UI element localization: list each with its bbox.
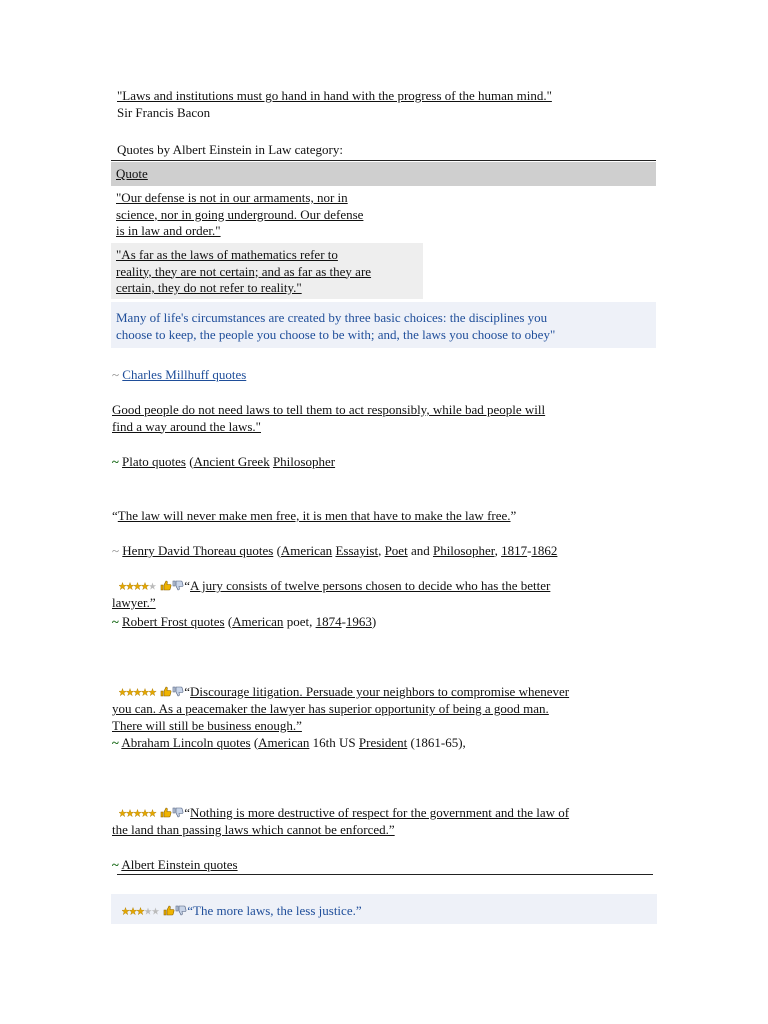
column-header-quote[interactable]: Quote [116, 166, 148, 181]
year-link[interactable]: 1963 [345, 614, 372, 629]
thoreau-quote-text[interactable]: The law will never make men free, it is men that have to make the law free. [117, 508, 511, 523]
thoreau-quote [112, 508, 516, 524]
einstein-quote-line[interactable]: Nothing is more destructive of respect for the government and the law of [190, 805, 570, 820]
thumbs-up-icon[interactable] [160, 579, 172, 596]
tilde: ~ [112, 614, 119, 629]
open-quote: “ [112, 508, 118, 523]
last-quote-text: “The more laws, the less justice.” [187, 903, 362, 918]
plato-attribution [112, 454, 335, 470]
tag-link[interactable]: President [358, 735, 408, 750]
tag-link[interactable]: American [232, 614, 284, 629]
tag-text: poet, [283, 614, 316, 629]
tilde: ~ [112, 735, 119, 750]
thumbs-down-icon[interactable] [172, 685, 184, 702]
last-quote-box [111, 894, 657, 924]
thumbs-up-icon[interactable] [160, 806, 172, 823]
table-cell-line[interactable]: "Our defense is not in our armaments, nor in [116, 190, 348, 205]
tag-link[interactable]: American [280, 543, 333, 558]
tilde: ~ [112, 543, 120, 558]
tilde: ~ [112, 454, 119, 469]
thumbs-down-icon[interactable] [172, 579, 184, 596]
year-link[interactable]: 1874 [315, 614, 342, 629]
einstein-quote: “Nothing is more destructive of respect for the government and the law of the land than passing laws which cannot be enforced.” [112, 805, 570, 838]
plato-quote-line[interactable]: Good people do not need laws to tell them to act responsibly, while bad people will [112, 402, 546, 417]
einstein-table-heading: Quotes by Albert Einstein in Law category: [117, 142, 344, 157]
thumbs-down-icon[interactable] [172, 806, 184, 823]
einstein-attribution [112, 857, 653, 873]
table-cell-line[interactable]: is in law and order." [116, 223, 221, 238]
table-header [111, 162, 656, 186]
table-cell-line[interactable]: reality, they are not certain; and as far as they are [116, 263, 372, 279]
bacon-quote[interactable]: "Laws and institutions must go hand in hand with the progress of the human mind." [117, 88, 552, 103]
author-link-lincoln[interactable]: Abraham Lincoln quotes [121, 735, 251, 750]
frost-attribution: ~ Robert Frost quotes (American poet, 1874-1963) [112, 614, 377, 629]
lincoln-quote-line[interactable]: There will still be business enough.” [112, 717, 302, 733]
thoreau-attribution: ~ Henry David Thoreau quotes (American Essayist, Poet and Philosopher, 1817-1862 [112, 543, 558, 558]
table-cell-line[interactable]: "As far as the laws of mathematics refer to [116, 247, 338, 262]
table-cell-line[interactable]: certain, they do not refer to reality." [116, 280, 302, 295]
rating-stars-icon[interactable] [119, 806, 157, 823]
bacon-author: Sir Francis Bacon [117, 104, 211, 120]
bacon-block [117, 88, 552, 121]
einstein-quote-line[interactable]: the land than passing laws which cannot be enforced.” [112, 822, 395, 838]
lincoln-quote-line[interactable]: you can. As a peacemaker the lawyer has superior opportunity of being a good man. [112, 701, 549, 717]
tilde: ~ [112, 857, 119, 872]
table-row [111, 188, 423, 240]
tag-link[interactable]: Ancient Greek [193, 454, 270, 469]
divider [111, 160, 656, 161]
frost-quote-line[interactable]: A jury consists of twelve persons chosen to decide who has the better [190, 578, 551, 593]
tag-link[interactable]: Philosopher [432, 543, 495, 558]
tag-link[interactable]: American [258, 735, 310, 750]
tag-link[interactable]: Poet [384, 543, 408, 558]
year-link[interactable]: 1862 [531, 543, 558, 558]
tilde: ~ [112, 367, 120, 382]
rating-stars-icon[interactable] [122, 904, 160, 920]
author-link-plato[interactable]: Plato quotes [122, 454, 186, 469]
rating-stars-icon[interactable] [119, 579, 157, 596]
thumbs-up-icon[interactable] [160, 685, 172, 702]
frost-quote-line[interactable]: lawyer.” [112, 595, 156, 611]
close-quote: ” [510, 508, 517, 523]
year-link[interactable]: 1817 [501, 543, 528, 558]
tag-link[interactable]: Essayist [335, 543, 379, 558]
author-link-einstein[interactable]: Albert Einstein quotes [121, 857, 238, 872]
plato-quote [112, 402, 545, 435]
conjunction: and [410, 543, 430, 558]
tag-text: 16th US [309, 735, 359, 750]
author-link-frost[interactable]: Robert Frost quotes [122, 614, 225, 629]
divider [117, 874, 653, 875]
millhuff-quote-line: Many of life's circumstances are created by three basic choices: the disciplines you [116, 310, 548, 325]
lincoln-quote-line[interactable]: Discourage litigation. Persuade your neighbors to compromise whenever [190, 684, 570, 699]
paren: ( [185, 454, 194, 469]
tag-link[interactable]: Philosopher [272, 454, 336, 469]
lincoln-quote: “Discourage litigation. Persuade your neighbors to compromise whenever you can. As a peacemaker the lawyer has superior opportunity of being a good man. There will still be business enough.” [112, 684, 657, 734]
lincoln-attribution: ~ Abraham Lincoln quotes (American 16th US President (1861-65), [112, 735, 466, 750]
millhuff-quote-line: choose to keep, the people you choose to be with; and, the laws you choose to obey" [116, 326, 556, 342]
author-link-millhuff[interactable]: Charles Millhuff quotes [122, 367, 247, 382]
thumbs-down-icon[interactable] [175, 904, 187, 920]
thumbs-up-icon[interactable] [163, 904, 175, 920]
table-cell-line[interactable]: science, nor in going underground. Our defense [116, 206, 364, 222]
author-link-thoreau[interactable]: Henry David Thoreau quotes [122, 543, 274, 558]
rating-stars-icon[interactable] [119, 685, 157, 702]
frost-quote: “A jury consists of twelve persons chosen to decide who has the better lawyer.” [112, 578, 551, 611]
millhuff-attribution [112, 367, 246, 383]
plato-quote-line[interactable]: find a way around the laws." [112, 418, 261, 434]
tag-text: (1861-65), [407, 735, 466, 750]
millhuff-quote-box [111, 302, 656, 348]
table-row [111, 243, 423, 299]
